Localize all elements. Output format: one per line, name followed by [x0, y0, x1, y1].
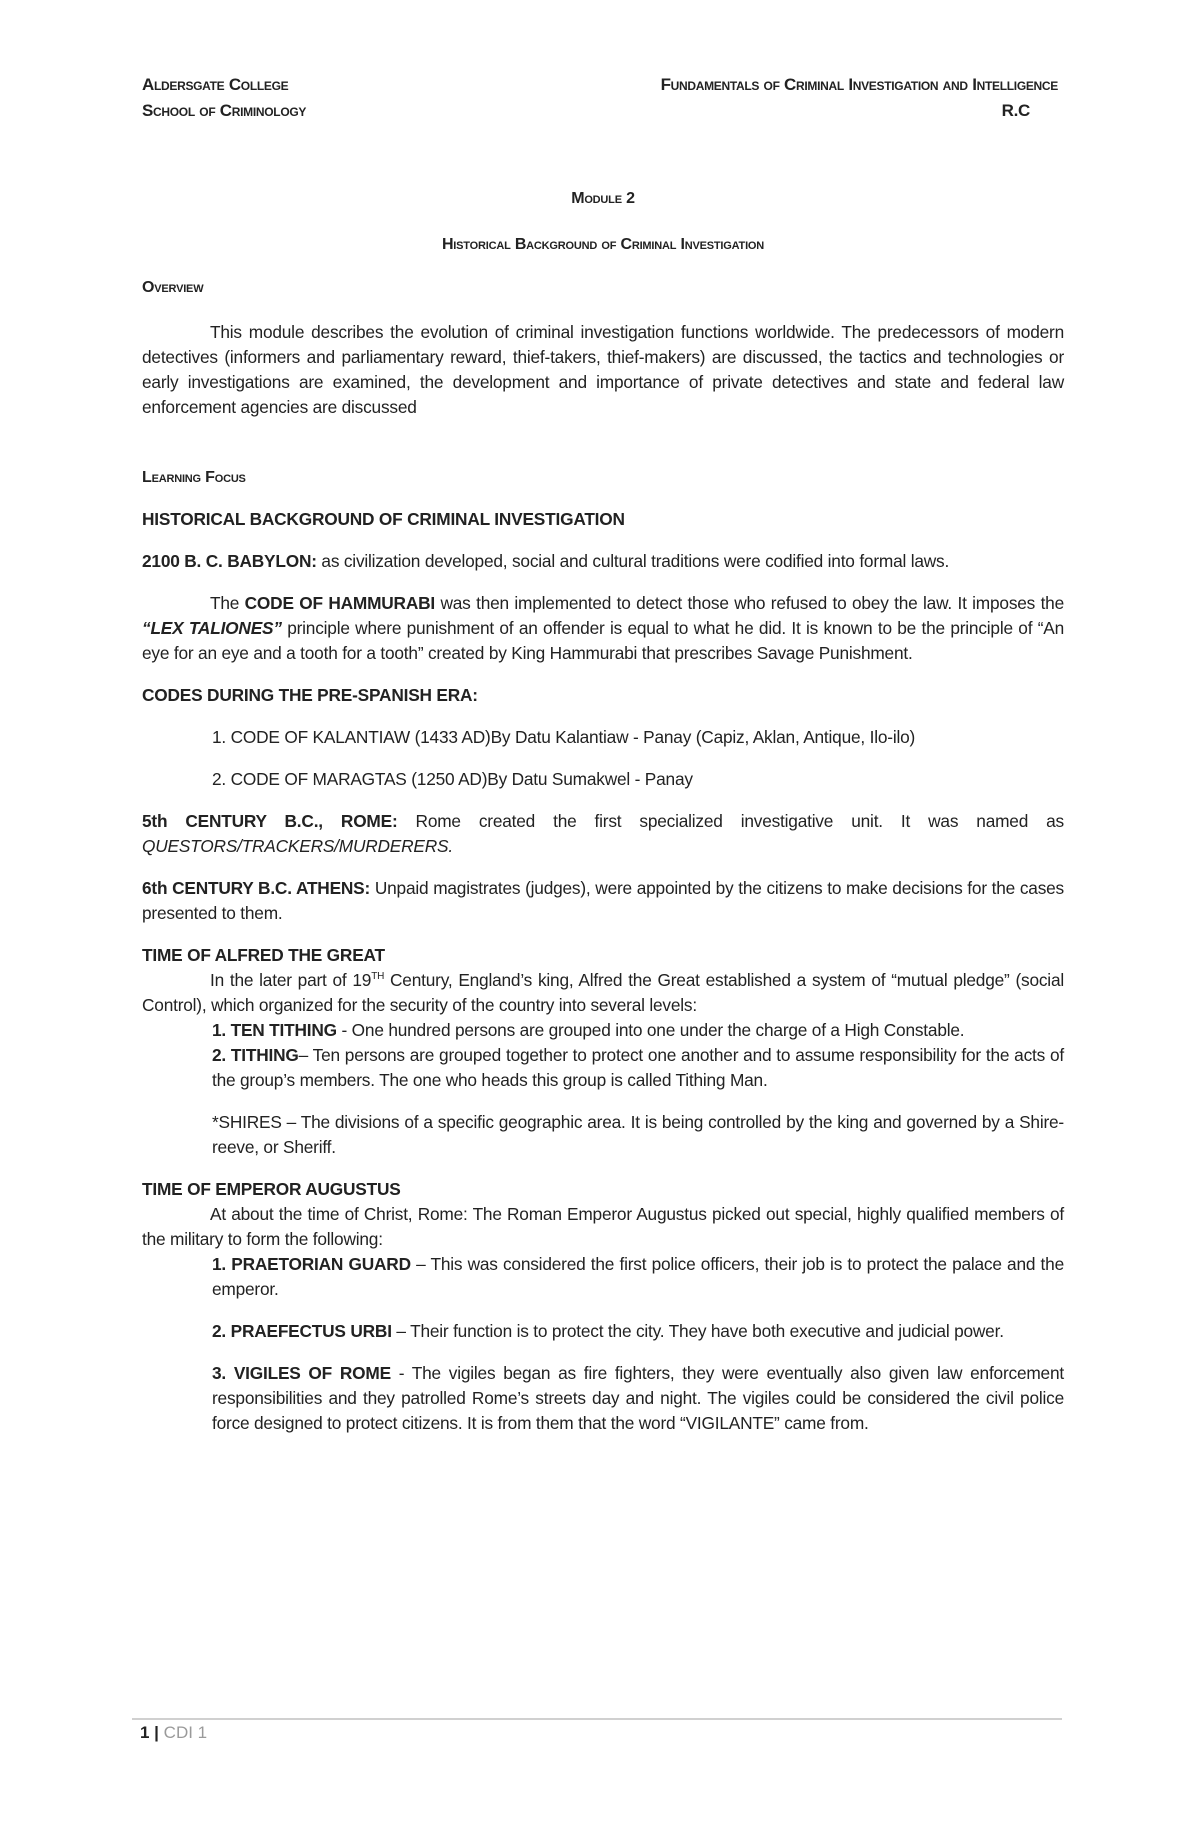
hammurabi-text-c: principle where punishment of an offender is equal to what he did. It is known to be the principle of “An eye for an eye and a tooth for a tooth” created by King Hammurabi that prescribes Savage Punishment. — [142, 618, 1065, 663]
rome-text: Rome created the first specialized investigative unit. It was named as — [397, 811, 1064, 831]
athens-label: 6th CENTURY B.C. ATHENS: — [142, 878, 371, 898]
course-title: Fundamentals of Criminal Investigation and Intelligence — [660, 75, 1058, 94]
college-name: Aldersgate College — [142, 75, 289, 94]
tithing-text: – Ten persons are grouped together to protect one another and to assume responsibility for the acts of the group’s members. The one who heads this group is called Tithing Man. — [212, 1045, 1064, 1090]
vigiles-text: - The vigiles began as fire fighters, they were eventually also given law enforcement responsibilities and they patrolled Rome’s streets day and night. The vigiles could be considered the civil police force designed to protect citizens. It is from them that the word “VIGILANTE” came from. — [212, 1363, 1064, 1433]
babylon-label: 2100 B. C. BABYLON: — [142, 551, 317, 571]
document-body — [142, 186, 1064, 1436]
pre-spanish-item-1: 1. CODE OF KALANTIAW (1433 AD)By Datu Kalantiaw - Panay (Capiz, Aklan, Antique, Ilo-ilo) — [212, 727, 916, 747]
shires-paragraph: *SHIRES – The divisions of a specific geographic area. It is being controlled by the king and governed by a Shire-reeve, or Sheriff. — [212, 1112, 1064, 1157]
augustus-heading: TIME OF EMPEROR AUGUSTUS — [142, 1179, 401, 1199]
page-header — [142, 72, 1058, 124]
lex-taliones: “LEX TALIONES” — [142, 618, 282, 638]
vigiles-label: 3. VIGILES OF ROME — [212, 1363, 391, 1383]
hammurabi-text-a: The — [210, 593, 245, 613]
footer-divider — [132, 1718, 1062, 1720]
hammurabi-text-b: was then implemented to detect those who refused to obey the law. It imposes the — [435, 593, 1065, 613]
rome-italic: QUESTORS/TRACKERS/MURDERERS. — [142, 836, 453, 856]
ten-tithing-label: 1. TEN TITHING — [212, 1020, 337, 1040]
babylon-paragraph — [142, 549, 1064, 574]
pre-spanish-heading: CODES DURING THE PRE-SPANISH ERA: — [142, 685, 478, 705]
praefectus-urbi-text: – Their function is to protect the city. They have both executive and judicial power. — [391, 1321, 1004, 1341]
athens-text: Unpaid magistrates (judges), were appointed by the citizens to make decisions for the cases presented to them. — [142, 878, 1064, 923]
school-name: School of Criminology — [142, 101, 307, 120]
augustus-item-2 — [142, 1319, 1064, 1344]
alfred-heading: TIME OF ALFRED THE GREAT — [142, 945, 385, 965]
praetorian-guard-label: 1. PRAETORIAN GUARD — [212, 1254, 411, 1274]
alfred-intro — [142, 968, 1064, 1018]
learning-focus-heading: Learning Focus — [142, 469, 246, 486]
module-number: Module 2 — [571, 190, 635, 207]
alfred-intro-sup: TH — [371, 971, 385, 983]
page-footer — [140, 1723, 207, 1743]
course-code: CDI 1 — [163, 1723, 208, 1742]
hammurabi-paragraph — [142, 591, 1064, 666]
rome-paragraph — [142, 809, 1064, 859]
overview-heading: Overview — [142, 279, 204, 296]
alfred-intro-a: In the later part of 19 — [210, 970, 372, 990]
section-title: HISTORICAL BACKGROUND OF CRIMINAL INVESTIGATION — [142, 509, 625, 529]
athens-paragraph — [142, 876, 1064, 926]
overview-text: This module describes the evolution of criminal investigation functions worldwide. The predecessors of modern detectives (informers and parliamentary reward, thief-takers, thief-makers) are discussed, the tactics and technologies or early investigations are examined, the development and importance of private detectives and state and federal law enforcement agencies are discussed — [142, 322, 1064, 417]
pre-spanish-item-2: 2. CODE OF MARAGTAS (1250 AD)By Datu Sumakwel - Panay — [212, 769, 693, 789]
praefectus-urbi-label: 2. PRAEFECTUS URBI — [212, 1321, 392, 1341]
augustus-item-1 — [142, 1252, 1064, 1302]
module-title: Historical Background of Criminal Investigation — [441, 236, 765, 253]
alfred-intro-b: Century, England’s king, Alfred the Great established a system of “mutual pledge” (social Control), which organized for the security of the country into several levels: — [142, 970, 1064, 1015]
author-initials: R.C — [1001, 101, 1030, 120]
alfred-item-1 — [142, 1018, 1064, 1043]
augustus-intro: At about the time of Christ, Rome: The Roman Emperor Augustus picked out special, highly qualified members of the military to form the following: — [142, 1204, 1064, 1249]
babylon-text: as civilization developed, social and cultural traditions were codified into formal laws. — [316, 551, 950, 571]
augustus-item-3 — [142, 1361, 1064, 1436]
hammurabi-code: CODE OF HAMMURABI — [244, 593, 436, 613]
ten-tithing-text: - One hundred persons are grouped into one under the charge of a High Constable. — [336, 1020, 965, 1040]
alfred-item-2 — [142, 1043, 1064, 1093]
rome-label: 5th CENTURY B.C., ROME: — [142, 811, 398, 831]
praetorian-guard-text: – This was considered the first police officers, their job is to protect the palace and the emperor. — [212, 1254, 1064, 1299]
tithing-label: 2. TITHING — [212, 1045, 299, 1065]
page-number: 1 | — [140, 1723, 159, 1742]
